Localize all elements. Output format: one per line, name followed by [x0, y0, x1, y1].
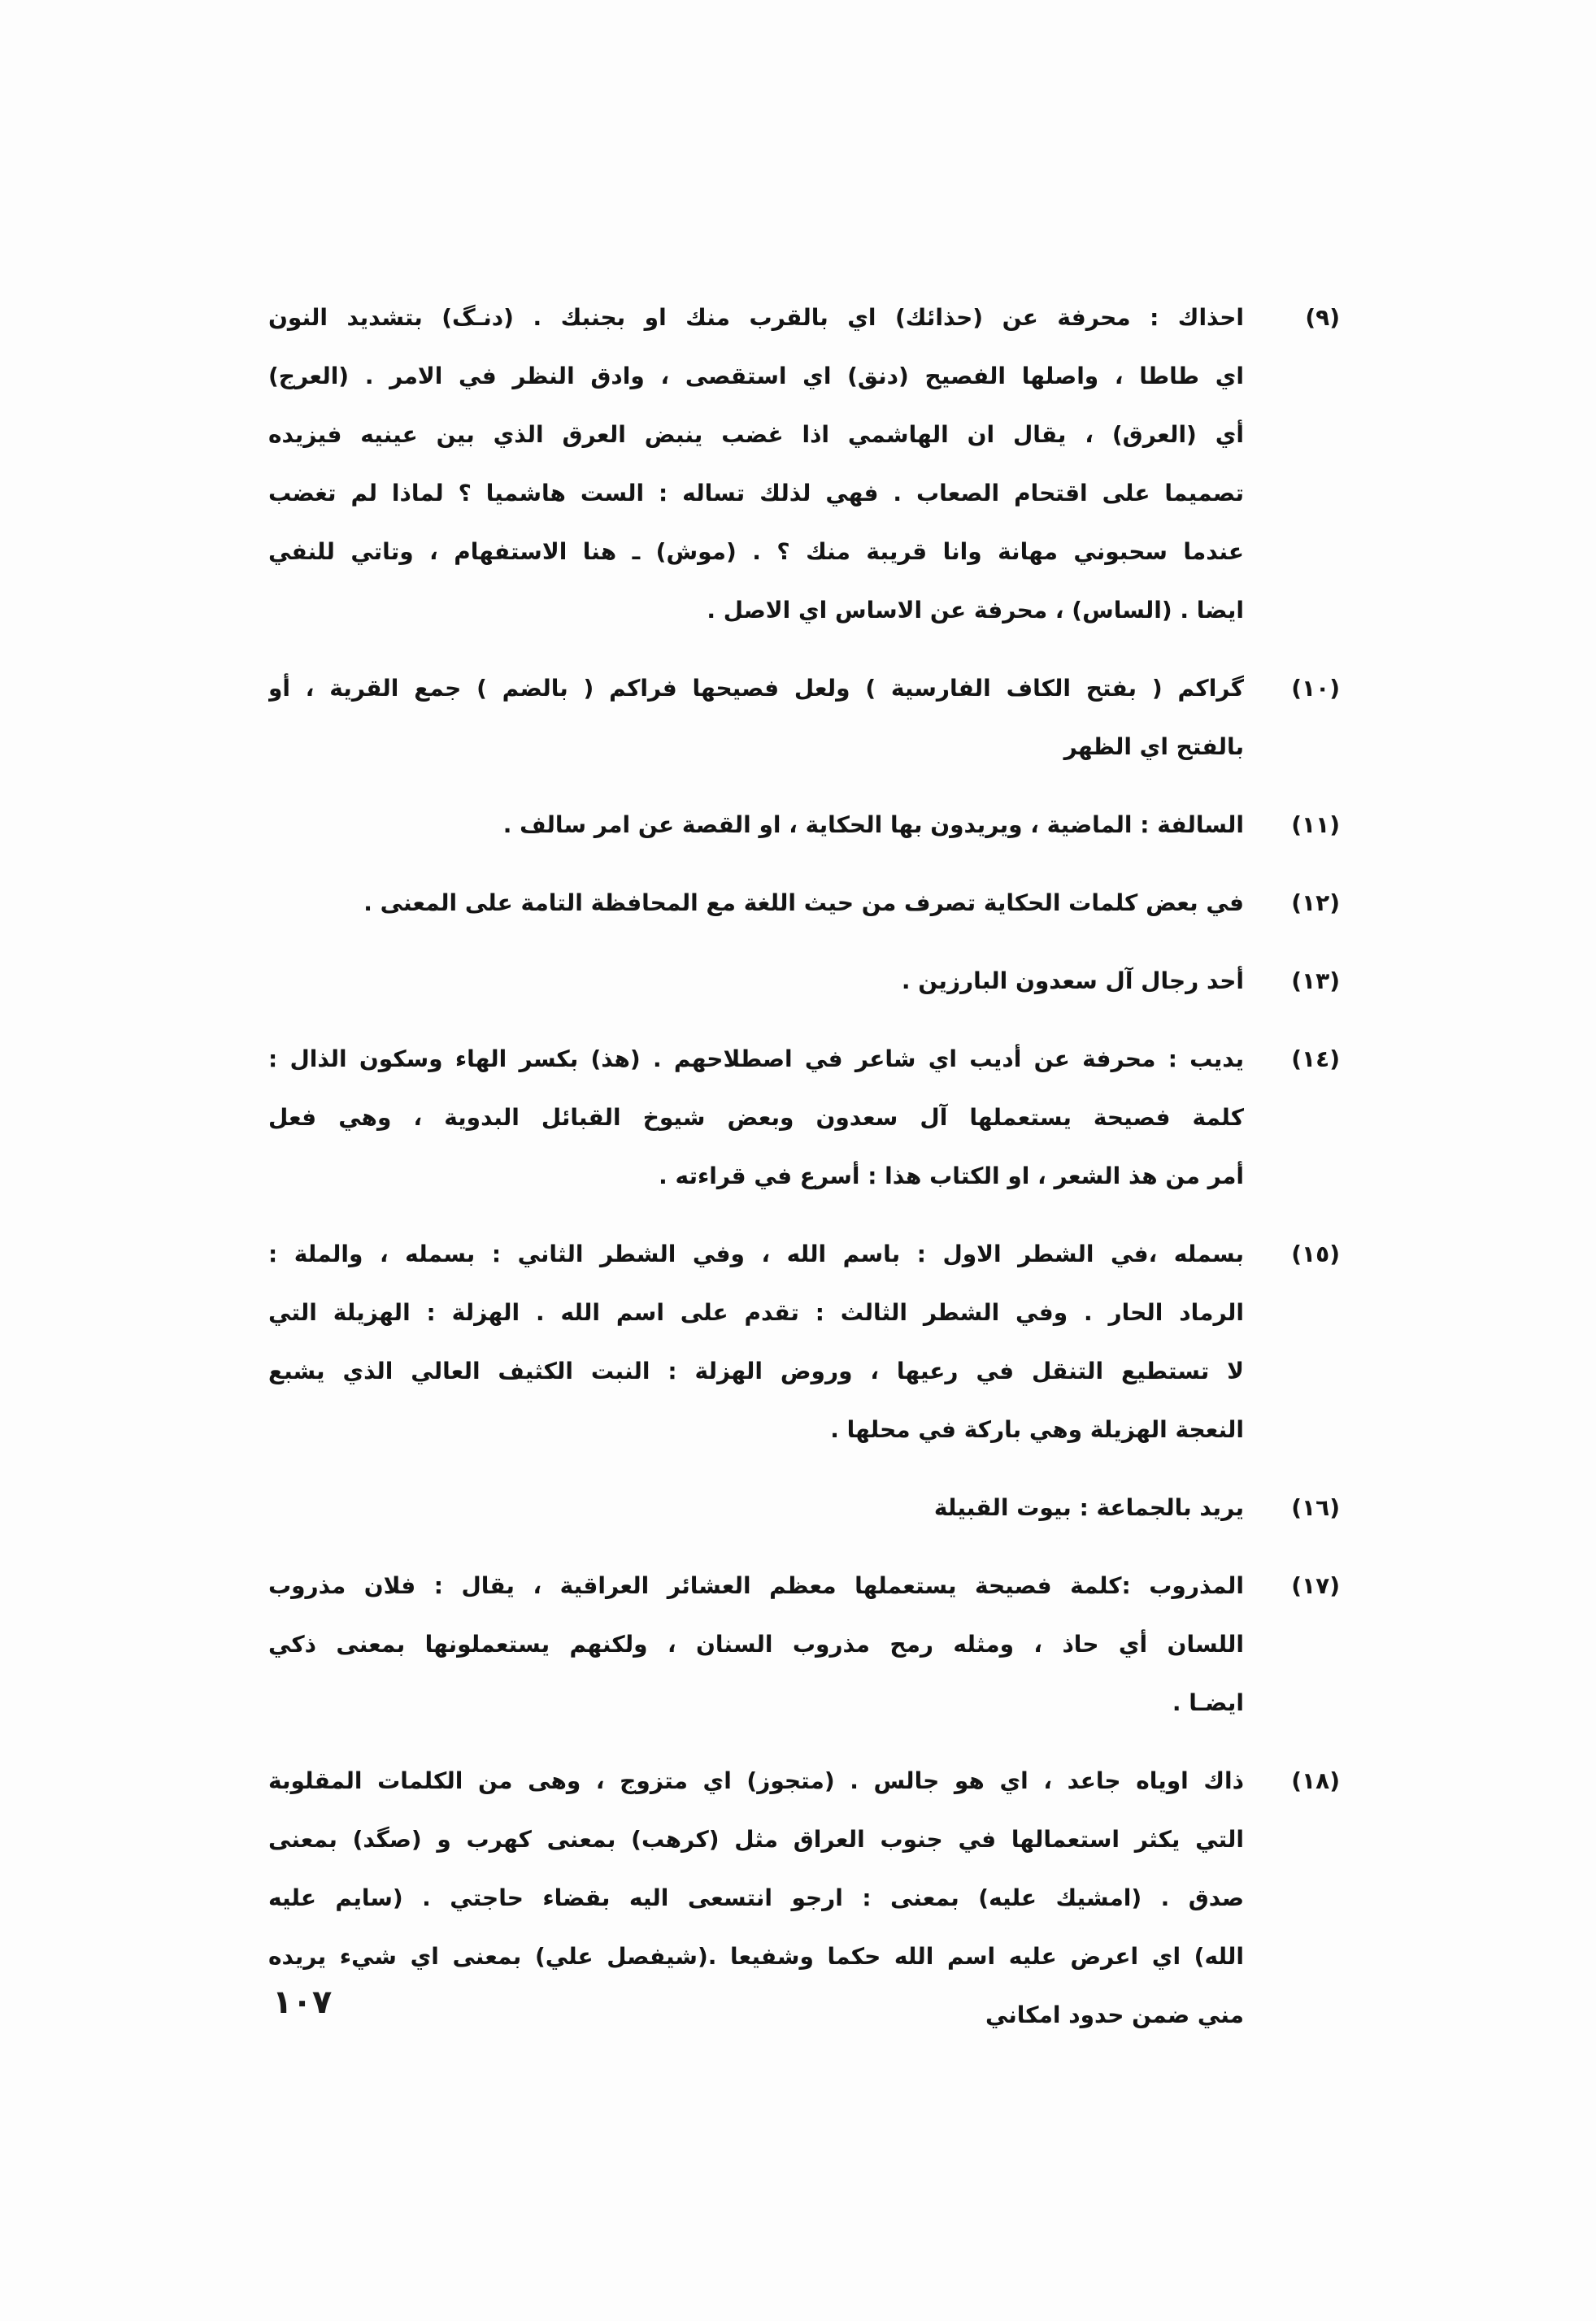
- footnote-line: أي (العرق) ، يقال ان الهاشمي اذا غضب ينبض العرق الذي بين عينيه فيزيده: [268, 421, 1244, 448]
- footnote-line: الله) اي اعرض عليه اسم الله حكما وشفيعا .(شيفصل علي) بمعنى اي شيء يريده: [268, 1943, 1244, 1970]
- footnote-line: ذاك اوياه جاعد ، اي هو جالس . (متجوز) اي متزوج ، وهى من الكلمات المقلوبة: [268, 1767, 1244, 1794]
- footnote-line: المذروب :كلمة فصيحة يستعملها معظم العشائر العراقية ، يقال : فلان مذروب: [268, 1572, 1244, 1599]
- footnote-line: الرماد الحار . وفي الشطر الثالث : تقدم على اسم الله . الهزلة : الهزيلة التي: [268, 1299, 1244, 1326]
- footnote: [268, 874, 1340, 932]
- footnote: [268, 796, 1340, 854]
- footnote: [268, 659, 1340, 776]
- footnote-number: (٩): [1305, 304, 1340, 331]
- footnote-number: (١٥): [1291, 1241, 1340, 1267]
- footnote-line: عندما سحبوني مهانة وانا قريبة منك ؟ . (موش) ـ هنا الاستفهام ، وتاتي للنفي: [268, 538, 1244, 565]
- footnote-line: أمر من هذ الشعر ، او الكتاب هذا : أسرع في قراءته .: [659, 1163, 1244, 1189]
- footnote-number: (١٨): [1291, 1767, 1340, 1794]
- footnote-line: اللسان أي حاذ ، ومثله رمح مذروب السنان ، ولكنهم يستعملونها بمعنى ذكي: [268, 1631, 1244, 1658]
- footnote-line: كلمة فصيحة يستعملها آل سعدون وبعض شيوخ القبائل البدوية ، وهي فعل: [268, 1104, 1244, 1131]
- footnote-number: (١٦): [1291, 1494, 1340, 1521]
- footnote-line: النعجة الهزيلة وهي باركة في محلها .: [830, 1416, 1244, 1443]
- footnote-line: بالفتح اي الظهر: [1063, 733, 1244, 760]
- footnote: [268, 952, 1340, 1011]
- footnote-line: بسمله ،في الشطر الاول : باسم الله ، وفي الشطر الثاني : بسمله ، والملة :: [268, 1241, 1244, 1267]
- footnote-line: ايضـا .: [1172, 1689, 1244, 1716]
- footnote-number: (١٤): [1291, 1045, 1340, 1072]
- footnote-number: (١١): [1291, 811, 1340, 838]
- footnote-line: أحد رجال آل سعدون البارزين .: [901, 967, 1244, 994]
- page-number: ١٠٧: [272, 1984, 333, 2021]
- footnotes-list: [268, 289, 1340, 2064]
- footnote-line: گراكم ( بفتح الكاف الفارسية ) ولعل فصيحها فراكم ( بالضم ) جمع القرية ، أو: [268, 675, 1244, 702]
- footnote: [268, 1479, 1340, 1537]
- footnote-line: احذاك : محرفة عن (حذائك) اي بالقرب منك او بجنبك . (دنـگ) بتشديد النون: [268, 304, 1244, 331]
- footnote-line: اي طاطا ، واصلها الفصيح (دنق) اي استقصى ، وادق النظر في الامر . (العرج): [268, 363, 1244, 389]
- footnote-line: يريد بالجماعة : بيوت القبيلة: [933, 1494, 1244, 1521]
- footnote-number: (١٧): [1291, 1572, 1340, 1599]
- footnote: [268, 1030, 1340, 1206]
- footnote-line: يديب : محرفة عن أديب اي شاعر في اصطلاحهم . (هذ) بكسر الهاء وسكون الذال :: [268, 1045, 1244, 1072]
- footnote-number: (١٠): [1291, 675, 1340, 702]
- footnote-line: في بعض كلمات الحكاية تصرف من حيث اللغة مع المحافظة التامة على المعنى .: [363, 889, 1244, 916]
- footnote-line: تصميما على اقتحام الصعاب . فهي لذلك تساله : الست هاشميا ؟ لماذا لم تغضب: [268, 480, 1244, 506]
- footnote-line: ايضا . (الساس) ، محرفة عن الاساس اي الاصل .: [707, 597, 1244, 624]
- footnote-number: (١٢): [1291, 889, 1340, 916]
- footnote-line: لا تستطيع التنقل في رعيها ، وروض الهزلة : النبت الكثيف العالي الذي يشبع: [268, 1358, 1244, 1384]
- footnote-line: السالفة : الماضية ، ويريدون بها الحكاية ، او القصة عن امر سالف .: [502, 811, 1244, 838]
- footnote-line: التي يكثر استعمالها في جنوب العراق مثل (كرهب) بمعنى كهرب و (صگد) بمعنى: [268, 1826, 1244, 1853]
- footnote-number: (١٣): [1291, 967, 1340, 994]
- footnote-line: مني ضمن حدود امكاني: [985, 2002, 1244, 2028]
- footnote: [268, 289, 1340, 640]
- footnote: [268, 1225, 1340, 1459]
- footnote: [268, 1557, 1340, 1732]
- footnote-line: صدق . (امشيك عليه) بمعنى : ارجو انتسعى اليه بقضاء حاجتي . (سايم عليه: [268, 1884, 1244, 1911]
- footnote: [268, 1752, 1340, 2045]
